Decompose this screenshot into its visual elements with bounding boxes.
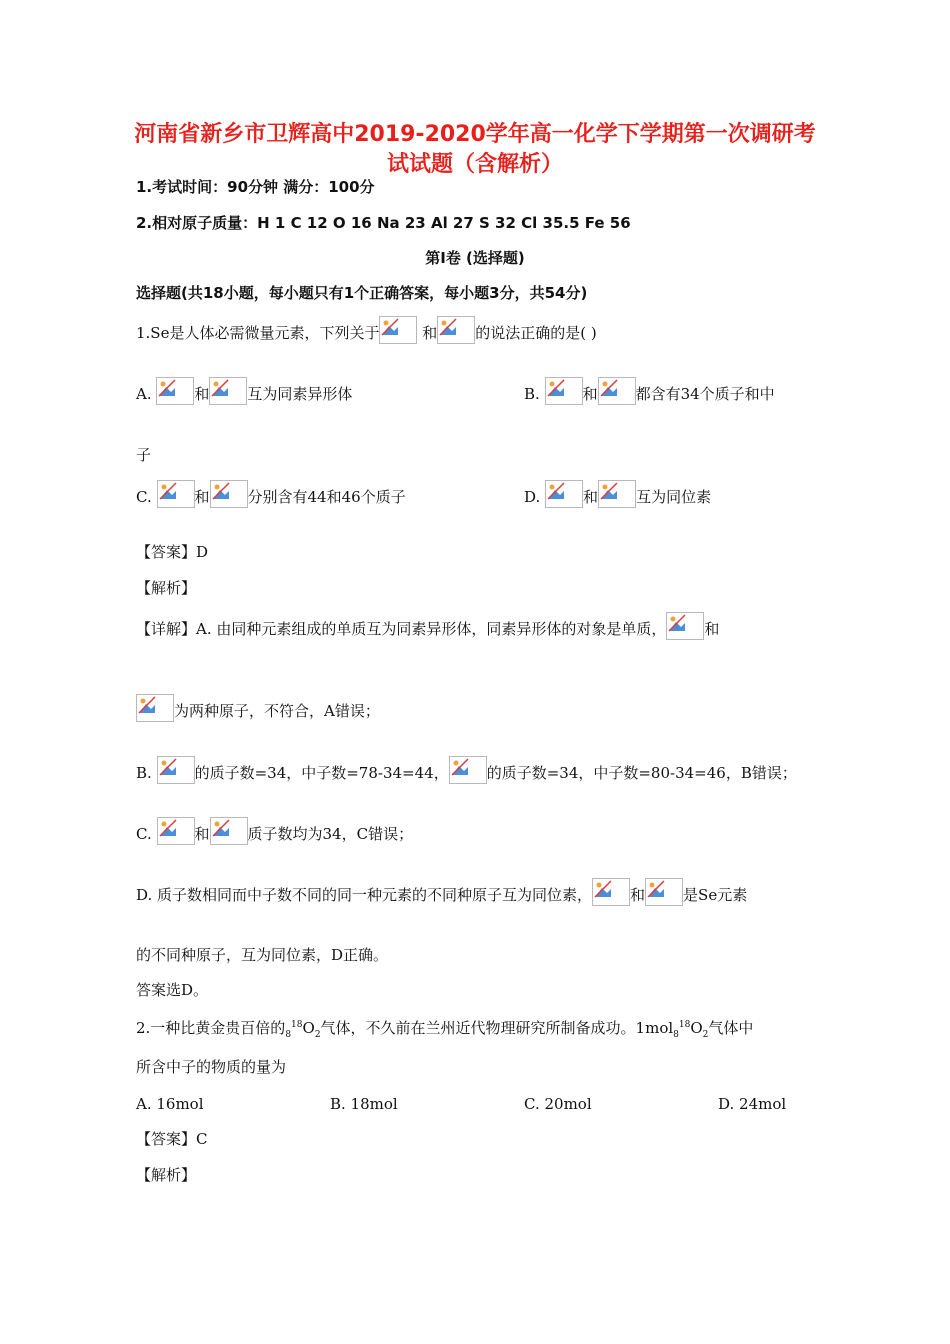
and-text: 和 xyxy=(194,825,210,843)
broken-image-icon xyxy=(545,377,583,405)
exam-time: 1.考试时间：90分钟 满分：100分 xyxy=(136,178,375,196)
formula-subscript: 2 xyxy=(702,1030,709,1040)
q1-option-a xyxy=(136,377,352,405)
broken-image-icon xyxy=(449,756,487,784)
broken-image-icon xyxy=(592,878,630,906)
broken-image-icon xyxy=(157,817,195,845)
q1-option-b xyxy=(524,377,775,405)
volume-heading: 第Ⅰ卷 (选择题) xyxy=(425,249,525,267)
q1-detail-d-line1 xyxy=(136,878,747,906)
option-text: 分别含有44和46个质子 xyxy=(247,488,406,506)
q2-option-a: A. 16mol xyxy=(136,1095,204,1113)
q1-detail-a-line1 xyxy=(136,612,719,640)
q2-stem-line1 xyxy=(136,1014,753,1046)
detail-text: 质子数均为34，C错误； xyxy=(247,825,414,843)
option-text: 互为同位素 xyxy=(636,488,712,506)
and-text: 和 xyxy=(194,385,210,403)
q1-option-d xyxy=(524,480,711,508)
detail-text: 为两种原子，不符合，A错误； xyxy=(174,702,380,720)
q1-detail-b xyxy=(136,756,797,784)
q1-conclusion: 答案选D。 xyxy=(136,981,209,999)
doc-title-line2: 试试题（含解析） xyxy=(386,152,563,177)
broken-image-icon xyxy=(666,612,704,640)
q1-analysis-heading: 【解析】 xyxy=(136,579,197,597)
option-label: D. xyxy=(524,488,541,506)
option-text: 都含有34个质子和中 xyxy=(635,385,775,403)
q2-option-c: C. 20mol xyxy=(524,1095,592,1113)
broken-image-icon xyxy=(598,480,636,508)
formula-atomic-number: 8 xyxy=(285,1030,292,1040)
formula-mass-number: 18 xyxy=(678,1020,691,1030)
detail-label: C. xyxy=(136,825,152,843)
q1-option-b-wrap: 子 xyxy=(136,446,152,464)
q1-stem-text-a: 1.Se是人体必需微量元素，下列关于 xyxy=(136,324,380,342)
q1-detail-a-line2 xyxy=(136,694,380,722)
formula-subscript: 2 xyxy=(314,1030,321,1040)
q2-text: 气体中 xyxy=(708,1019,754,1037)
broken-image-icon xyxy=(156,377,194,405)
broken-image-icon xyxy=(157,756,195,784)
broken-image-icon xyxy=(210,480,248,508)
broken-image-icon xyxy=(598,377,636,405)
formula-atomic-number: 8 xyxy=(673,1030,679,1040)
and-text: 和 xyxy=(583,488,599,506)
broken-image-icon xyxy=(645,878,683,906)
option-label: A. xyxy=(136,385,152,403)
q1-detail-d-line2: 的不同种原子，互为同位素，D正确。 xyxy=(136,946,389,964)
q1-option-c xyxy=(136,480,406,508)
detail-text: 的质子数=34，中子数=78-34=44， xyxy=(194,764,449,782)
q1-answer: 【答案】D xyxy=(136,543,209,561)
broken-image-icon xyxy=(545,480,583,508)
and-text: 和 xyxy=(704,620,720,638)
q2-stem-line2: 所含中子的物质的量为 xyxy=(136,1058,287,1076)
doc-title-line1: 河南省新乡市卫辉高中2019-2020学年高一化学下学期第一次调研考 xyxy=(134,122,816,147)
formula-mass-number: 18 xyxy=(291,1020,303,1030)
q2-analysis-heading: 【解析】 xyxy=(136,1166,197,1184)
detail-text: 的质子数=34，中子数=80-34=46，B错误； xyxy=(486,764,797,782)
q2-text: 2.一种比黄金贵百倍的 xyxy=(136,1019,286,1037)
q2-answer: 【答案】C xyxy=(136,1130,208,1148)
formula-element: O xyxy=(690,1019,703,1037)
option-text: 互为同素异形体 xyxy=(247,385,353,403)
and-text: 和 xyxy=(582,385,598,403)
q2-option-b: B. 18mol xyxy=(330,1095,398,1113)
q1-stem xyxy=(136,316,597,344)
and-text: 和 xyxy=(194,488,210,506)
broken-image-icon xyxy=(437,316,475,344)
broken-image-icon xyxy=(157,480,195,508)
and-text: 和 xyxy=(630,886,646,904)
detail-text: 是Se元素 xyxy=(683,886,748,904)
q2-text: 气体，不久前在兰州近代物理研究所制备成功。1mol xyxy=(320,1019,674,1037)
broken-image-icon xyxy=(136,694,174,722)
broken-image-icon xyxy=(210,817,248,845)
atomic-masses: 2.相对原子质量：H 1 C 12 O 16 Na 23 Al 27 S 32 Cl 35.5 Fe 56 xyxy=(136,214,631,232)
option-label: B. xyxy=(524,385,540,403)
q1-stem-text-b: 的说法正确的是( ) xyxy=(475,324,597,342)
detail-label: B. xyxy=(136,764,152,782)
q2-option-d: D. 24mol xyxy=(718,1095,787,1113)
detail-text: 【详解】A. 由同种元素组成的单质互为同素异形体，同素异形体的对象是单质， xyxy=(136,620,667,638)
q1-and: 和 xyxy=(422,324,438,342)
q2-formula-2 xyxy=(673,1019,709,1040)
section-instructions: 选择题(共18小题，每小题只有1个正确答案，每小题3分，共54分) xyxy=(136,284,588,302)
formula-element: O xyxy=(302,1019,315,1037)
detail-text: D. 质子数相同而中子数不同的同一种元素的不同种原子互为同位素， xyxy=(136,886,593,904)
broken-image-icon xyxy=(209,377,247,405)
option-label: C. xyxy=(136,488,152,506)
q1-detail-c xyxy=(136,817,413,845)
q2-formula-1 xyxy=(285,1019,321,1040)
broken-image-icon xyxy=(379,316,417,344)
